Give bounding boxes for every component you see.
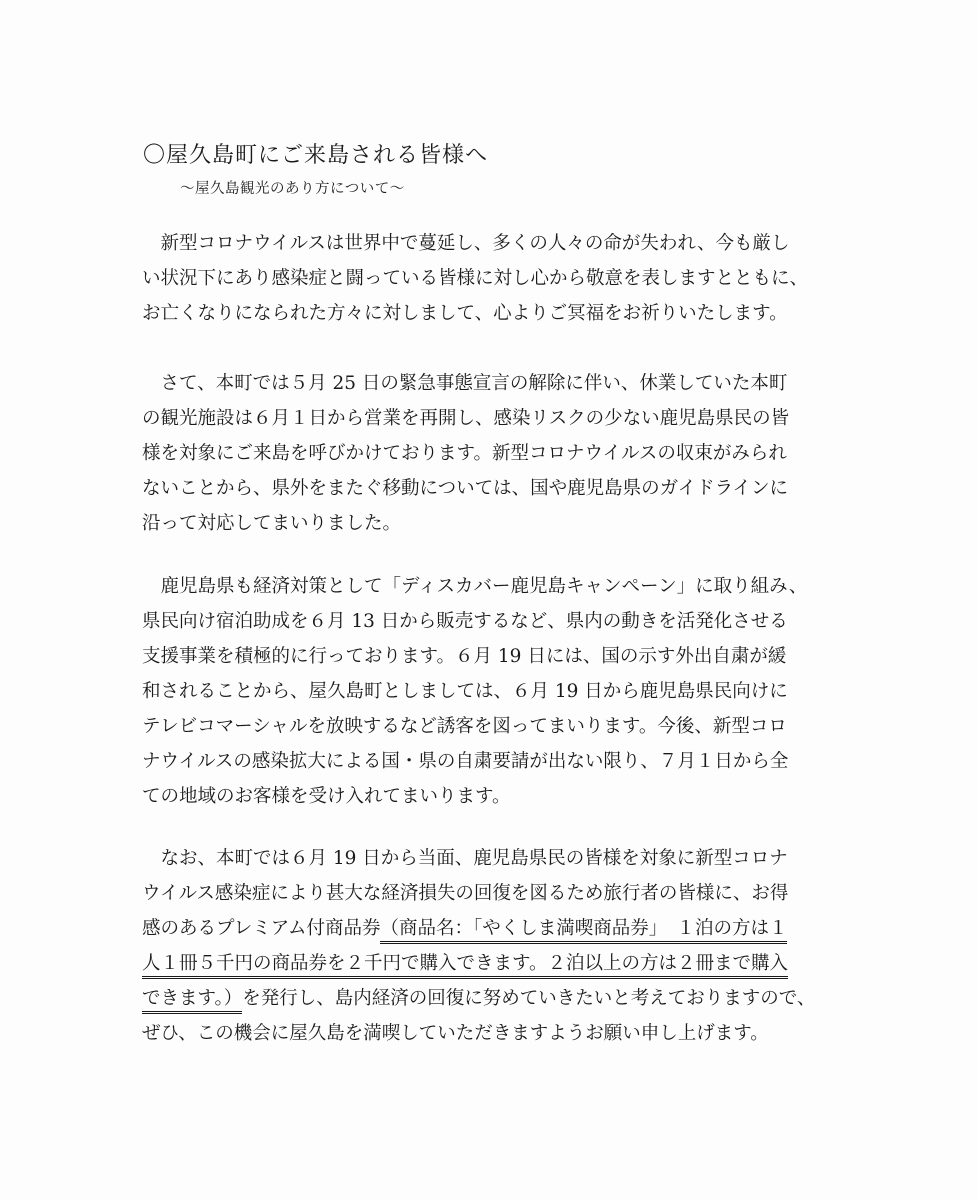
paragraph-line: い状況下にあり感染症と闘っている皆様に対し心から敬意を表しますとともに、: [142, 268, 809, 289]
paragraph-line: [142, 911, 862, 946]
voucher-details-underlined: 人１冊５千円の商品券を２千円で購入できます。２泊以上の方は２冊まで購入: [142, 953, 788, 979]
paragraph-line: なお、本町では６月 19 日から当面、鹿児島県民の皆様を対象に新型コロナ: [142, 848, 788, 869]
paragraph-line: 鹿児島県も経済対策として「ディスカバー鹿児島キャンペーン」に取り組み、: [142, 576, 808, 597]
voucher-details-underlined: できます。）: [142, 988, 242, 1014]
paragraph-line: 県民向け宿泊助成を６月 13 日から販売するなど、県内の動きを活発化させる: [142, 611, 788, 632]
paragraph-line: テレビコマーシャルを放映するなど誘客を図ってまいります。今後、新型コロ: [142, 716, 787, 737]
paragraph-campaign: [142, 569, 862, 814]
paragraph-line: [142, 981, 862, 1016]
paragraph-line: 新型コロナウイルスは世界中で蔓延し、多くの人々の命が失われ、今も厳し: [142, 233, 790, 254]
voucher-details-underlined: （商品名：「やくしま満喫商品券」 １泊の方は１: [380, 918, 787, 944]
paragraph-line: ての地域のお客様を受け入れてまいります。: [142, 786, 511, 807]
paragraph-voucher: [142, 841, 862, 1051]
paragraph-line: 沿って対応してまいりました。: [142, 513, 402, 534]
paragraph-line: の観光施設は６月１日から営業を再開し、感染リスクの少ない鹿児島県民の皆: [142, 408, 790, 429]
voucher-intro-text: 感のあるプレミアム付商品券: [142, 918, 381, 939]
paragraph-condolence: [142, 226, 862, 331]
paragraph-line: ナウイルスの感染拡大による国・県の自粛要請が出ない限り、７月１日から全: [142, 751, 789, 772]
paragraph-line: [142, 946, 862, 981]
paragraph-line: 様を対象にご来島を呼びかけております。新型コロナウイルスの収束がみられ: [142, 443, 787, 464]
voucher-closing-text: を発行し、島内経済の回復に努めていきたいと考えておりますので、: [242, 988, 816, 1009]
paragraph-reopening: [142, 366, 862, 541]
paragraph-line: 和されることから、屋久島町としましては、６月 19 日から鹿児島県民向けに: [142, 681, 788, 702]
paragraph-line: 支援事業を積極的に行っております。６月 19 日には、国の示す外出自粛が緩: [142, 646, 787, 667]
notice-subtitle: ～屋久島観光のあり方について～: [180, 181, 405, 197]
notice-title: 〇屋久島町にご来島される皆様へ: [143, 143, 489, 168]
paragraph-line: お亡くなりになられた方々に対しまして、心よりご冥福をお祈りいたします。: [142, 303, 788, 324]
paragraph-line: ないことから、県外をまたぐ移動については、国や鹿児島県のガイドラインに: [142, 478, 789, 499]
paragraph-line: ぜひ、この機会に屋久島を満喫していただきますようお願い申し上げます。: [142, 1023, 769, 1044]
paragraph-line: ウイルス感染症により甚大な経済損失の回復を図るため旅行者の皆様に、お得: [142, 883, 789, 904]
paragraph-line: さて、本町では５月 25 日の緊急事態宣言の解除に伴い、休業していた本町: [142, 373, 788, 394]
